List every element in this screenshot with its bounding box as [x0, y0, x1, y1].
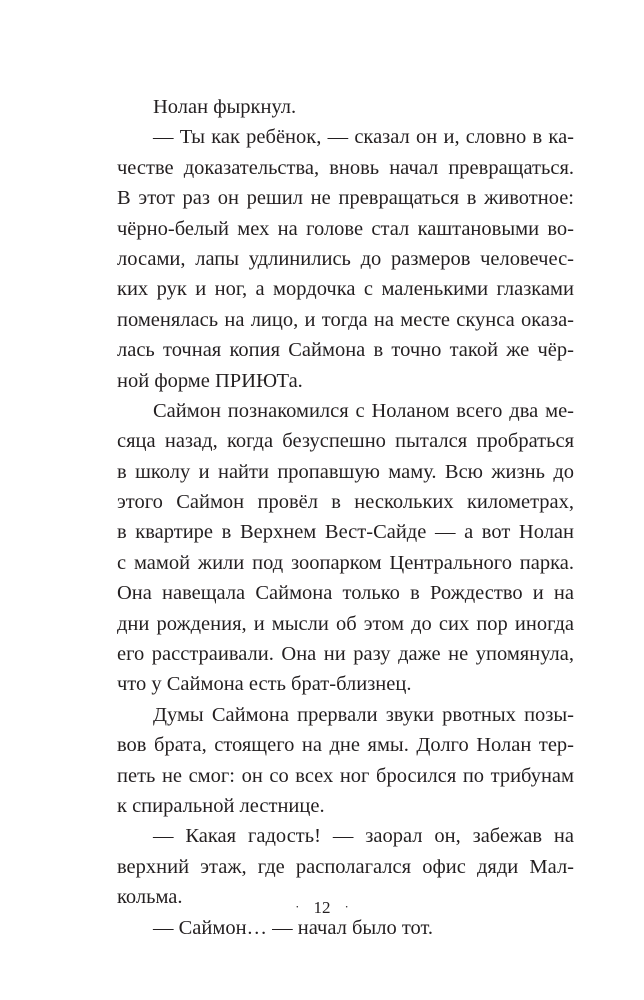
text-line: лась точная копия Саймона в точно такой же чёр-: [117, 339, 574, 362]
text-line: — Саймон… — начал было тот.: [153, 916, 434, 939]
footer-dot-right: ·: [344, 899, 349, 914]
text-line: кольма.: [117, 886, 183, 909]
text-line: сяца назад, когда безуспешно пытался пробраться: [117, 430, 574, 453]
text-line: его расстраивали. Она ни разу даже не упомянула,: [117, 643, 574, 666]
text-line: к спиральной лестнице.: [117, 794, 325, 817]
text-line: Саймон познакомился с Ноланом всего два ме-: [153, 399, 574, 422]
text-line: честве доказательства, вновь начал превращаться.: [117, 156, 574, 179]
text-line: поменялась на лицо, и тогда на месте скунса оказа-: [117, 308, 574, 331]
text-line: ной форме ПРИЮТа.: [117, 369, 303, 392]
text-line: этого Саймон провёл в нескольких километрах,: [117, 491, 574, 514]
footer-dot-left: ·: [295, 899, 300, 914]
text-line: Думы Саймона прервали звуки рвотных позы-: [153, 703, 574, 726]
text-line: чёрно-белый мех на голове стал каштановыми во-: [117, 217, 574, 240]
page-number: 12: [313, 898, 331, 917]
text-line: Нолан фыркнул.: [153, 96, 297, 118]
text-line: Она навещала Саймона только в Рождество и на: [117, 582, 574, 605]
text-line: ких рук и ног, а мордочка с маленькими глазками: [117, 278, 574, 301]
text-line: петь не смог: он со всех ног бросился по трибунам: [117, 764, 574, 787]
text-line: что у Саймона есть брат-близнец.: [117, 673, 412, 696]
text-line: лосами, лапы удлинились до размеров человечес-: [117, 247, 574, 270]
text-line: с мамой жили под зоопарком Центрального парка.: [117, 551, 574, 574]
text-line: — Какая гадость! — заорал он, забежав на: [153, 825, 574, 848]
text-line: В этот раз он решил не превращаться в животное:: [117, 187, 574, 210]
text-line: в школу и найти пропавшую маму. Всю жизнь до: [117, 460, 574, 483]
body-text: [117, 92, 574, 943]
text-line: вов брата, стоящего на дне ямы. Долго Нолан тер-: [117, 734, 574, 757]
text-line: верхний этаж, где располагался офис дяди Мал-: [117, 855, 574, 878]
page-footer: [0, 898, 644, 918]
text-line: в квартире в Верхнем Вест-Сайде — а вот Нолан: [117, 521, 574, 544]
text-line: дни рождения, и мысли об этом до сих пор иногда: [117, 612, 574, 635]
text-line: — Ты как ребёнок, — сказал он и, словно в ка-: [153, 126, 574, 149]
